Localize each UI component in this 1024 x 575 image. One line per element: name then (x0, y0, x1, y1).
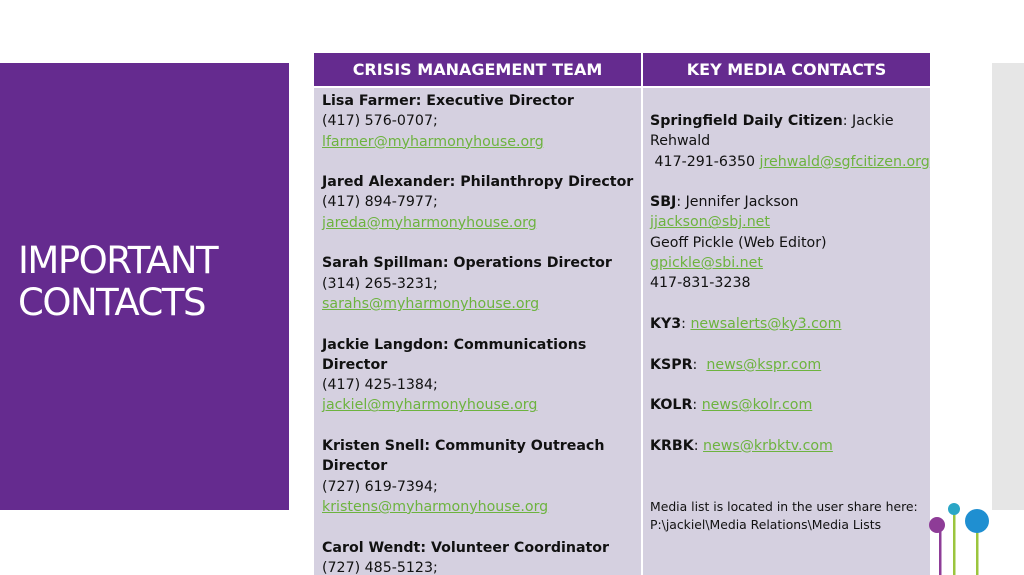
media-contact-cont: Rehwald (650, 133, 711, 150)
media-list-note: Media list is located in the user share here: (650, 499, 918, 515)
media-email-link[interactable]: news@krbktv.com (703, 437, 833, 454)
media-outlet: KOLR (650, 397, 693, 414)
crisis-team-header: CRISIS MANAGEMENT TEAM (314, 53, 641, 86)
contact-email-link[interactable]: lfarmer@myharmonyhouse.org (322, 133, 544, 150)
media-contact: : Jackie (842, 113, 894, 129)
media-outlet: SBJ (650, 194, 677, 211)
media-contacts-header: KEY MEDIA CONTACTS (643, 53, 930, 86)
media-outlet: Springfield Daily Citizen (650, 113, 843, 129)
contact-name: Kristen Snell: Community Outreach (322, 438, 605, 455)
media-outlet: KY3 (650, 315, 682, 332)
contact-email-link[interactable]: jareda@myharmonyhouse.org (322, 214, 537, 231)
media-outlet: KSPR (650, 356, 693, 373)
contact-phone: (417) 425-1384; (322, 377, 438, 394)
slide-title-line-1: IMPORTANT (18, 239, 218, 282)
contact-phone: (417) 894-7977; (322, 194, 438, 211)
media-contact: : Jennifer Jackson (676, 194, 799, 211)
contact-name-cont: Director (322, 356, 388, 373)
contact-email-link[interactable]: jackiel@myharmonyhouse.org (322, 397, 538, 414)
contact-name: Jackie Langdon: Communications (322, 336, 587, 353)
contact-phone: (417) 576-0707; (322, 113, 438, 130)
contact-phone: (314) 265-3231; (322, 275, 438, 292)
contact-email-link[interactable]: kristens@myharmonyhouse.org (322, 498, 549, 515)
contact-name: Lisa Farmer: Executive Director (322, 93, 574, 109)
contacts-table (314, 53, 930, 575)
media-phone: 417-291-6350 (654, 153, 756, 170)
media-outlet: KRBK (650, 437, 694, 454)
media-email-link[interactable]: news@kspr.com (706, 356, 822, 373)
media-email-link[interactable]: gpickle@sbi.net (650, 255, 763, 272)
slide-title (18, 240, 217, 324)
media-contact: Geoff Pickle (Web Editor) (650, 234, 827, 251)
media-email-link[interactable]: newsalerts@ky3.com (690, 315, 842, 332)
contact-email-link[interactable]: sarahs@myharmonyhouse.org (322, 295, 540, 312)
contact-name: Jared Alexander: Philanthropy Director (322, 174, 634, 191)
dots-and-stems-icon (920, 495, 1000, 575)
media-email-link[interactable]: news@kolr.com (701, 397, 813, 414)
media-email-link[interactable]: jjackson@sbj.net (650, 214, 770, 231)
contact-phone: (727) 485-5123; (322, 559, 438, 575)
contact-name: Carol Wendt: Volunteer Coordinator (322, 539, 610, 556)
media-email-link[interactable]: jrehwald@sgfcitizen.org (759, 153, 930, 170)
slide-title-line-2: CONTACTS (18, 281, 205, 324)
crisis-team-cell (314, 88, 641, 575)
contact-phone: (727) 619-7394; (322, 478, 438, 495)
contact-name-cont: Director (322, 458, 388, 475)
media-phone: 417-831-3238 (650, 275, 751, 292)
media-contacts-cell: Springfield Daily Citizen: Jackie Rehwald 417-291-6350 jrehwald@sgfcitizen.org SBJ: Jennifer Jackson jjackson@sbj.net Geoff Pickle (Web Editor) gpickle@sbi.net 417-831-3238 KY3: newsalerts@ky3.com KSPR: news@kspr.com KOLR: news@kolr.com KRBK: news@krbktv.com Media list is located in the user share here: P:\jackiel\Media Relations\Media Lists (643, 88, 930, 575)
media-list-path: P:\jackiel\Media Relations\Media Lists (650, 516, 882, 532)
side-bar (992, 63, 1024, 510)
contact-name: Sarah Spillman: Operations Director (322, 255, 612, 272)
